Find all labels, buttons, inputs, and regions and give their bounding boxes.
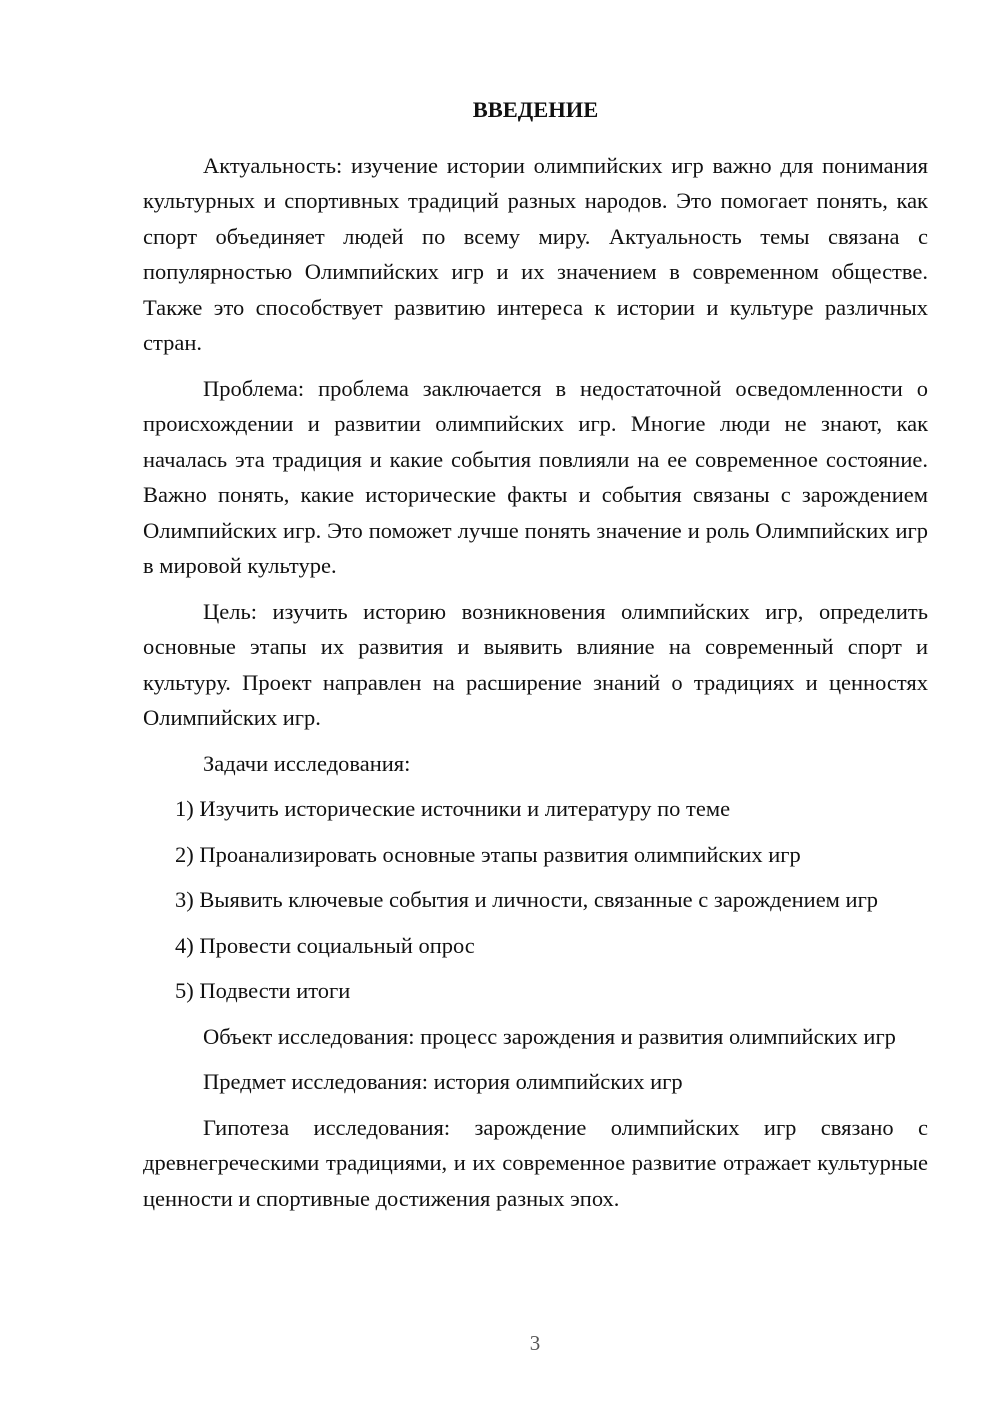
list-item: 1) Изучить исторические источники и литературу по теме <box>175 796 731 821</box>
paragraph-subject: Предмет исследования: история олимпийских игр <box>203 1069 683 1094</box>
paragraph-problem: Проблема: проблема заключается в недостаточной осведомленности о происхождении и развитии олимпийских игр. Многие люди не знают, как началась эта традиция и какие события повлияли на ее современное состояние. Важно понять, какие исторические факты и события связаны с зарождением Олимпийских игр. Это поможет лучше понять значение и роль Олимпийских игр в мировой культуре. <box>143 375 928 578</box>
paragraph-object: Объект исследования: процесс зарождения и развития олимпийских игр <box>203 1023 896 1049</box>
page-number: 3 <box>529 1331 541 1355</box>
document-page <box>143 92 928 1226</box>
paragraph-relevance: Актуальность: изучение истории олимпийских игр важно для понимания культурных и спортивных традиций разных народов. Это помогает понять, как спорт объединяет людей по всему миру. Актуальность темы связана с популярностью Олимпийских игр и их значением в современном обществе. Также это способствует развитию интереса к истории и культуре различных стран. <box>143 152 928 355</box>
list-item: 3) Выявить ключевые события и личности, связанные с зарождением игр <box>175 887 879 912</box>
page-title: ВВЕДЕНИЕ <box>472 97 599 122</box>
list-item: 4) Провести социальный опрос <box>175 932 475 958</box>
list-item: 5) Подвести итоги <box>175 978 351 1003</box>
tasks-heading: Задачи исследования: <box>203 750 411 776</box>
list-item: 2) Проанализировать основные этапы развития олимпийских игр <box>175 841 801 867</box>
paragraph-goal: Цель: изучить историю возникновения олимпийских игр, определить основные этапы их развития и выявить влияние на современный спорт и культуру. Проект направлен на расширение знаний о традициях и ценностях Олимпийских игр. <box>143 598 928 730</box>
paragraph-hypothesis: Гипотеза исследования: зарождение олимпийских игр связано с древнегреческими традициями, и их современное развитие отражает культурные ценности и спортивные достижения разных эпох. <box>143 1114 928 1211</box>
